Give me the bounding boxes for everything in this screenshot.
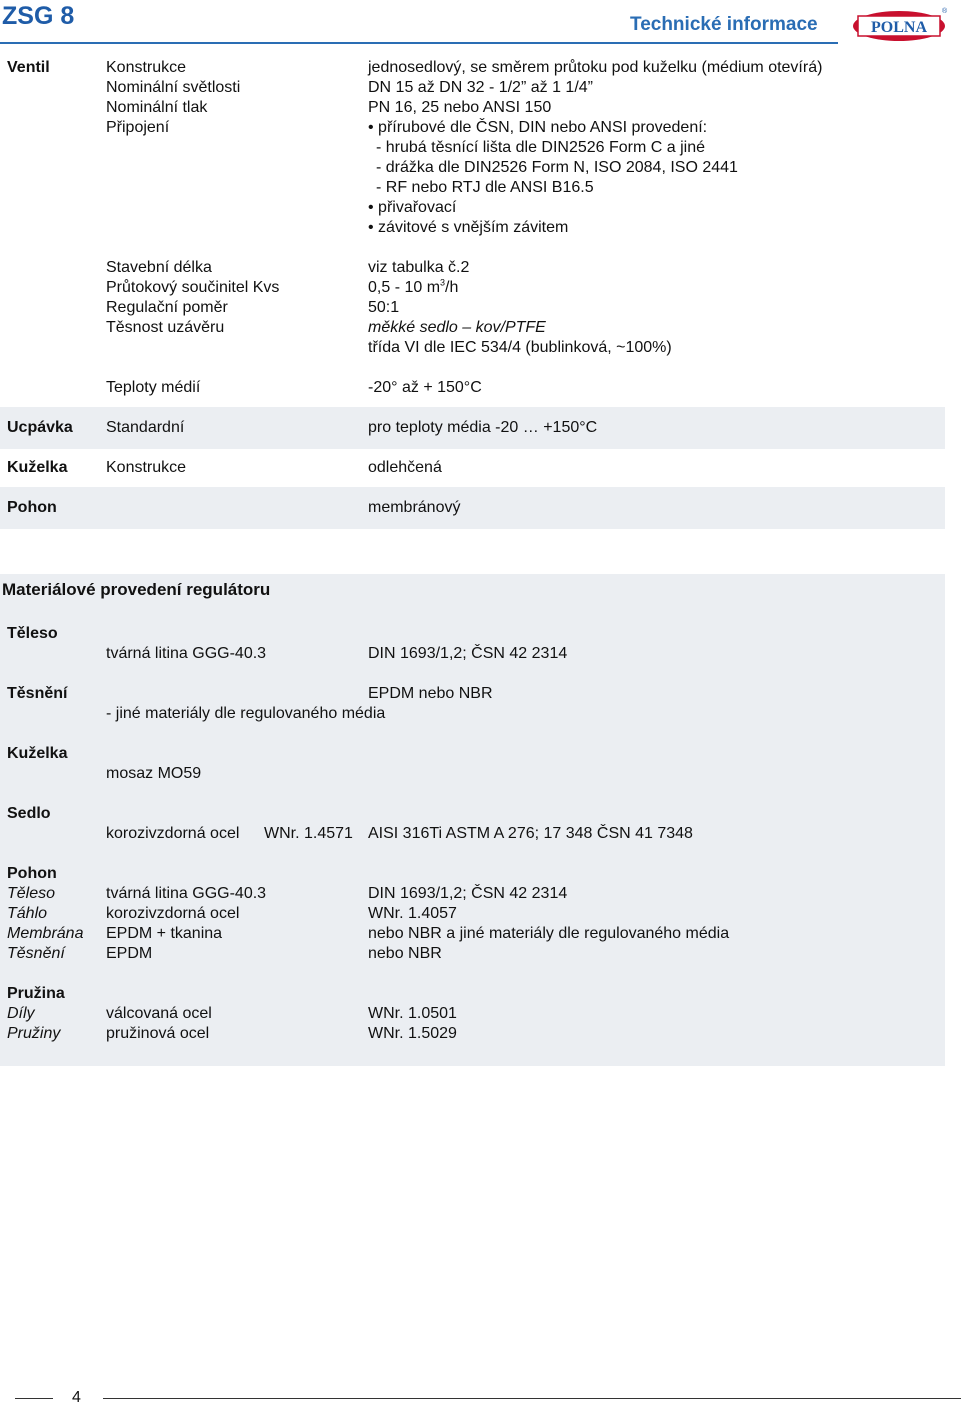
connection-detail	[0, 218, 945, 238]
footer-rule-right	[103, 1398, 961, 1399]
page-number: 4	[72, 1389, 81, 1406]
ucpavka-row	[0, 418, 945, 438]
material-note: - jiné materiály dle regulovaného média	[106, 705, 386, 722]
material-standard: AISI 316Ti ASTM A 276; 17 348 ČSN 41 7348	[368, 825, 693, 842]
spec-value: DN 15 až DN 32 - 1/2” až 1 1/4”	[368, 79, 593, 96]
material-row	[0, 924, 945, 944]
material-row	[0, 764, 945, 784]
material-group	[0, 864, 945, 884]
connection-detail	[0, 178, 945, 198]
spec-value: PN 16, 25 nebo ANSI 150	[368, 99, 552, 116]
spec-value: viz tabulka č.2	[368, 259, 470, 276]
material-group	[0, 624, 945, 644]
material-name: korozivzdorná ocel	[106, 825, 240, 842]
material-group	[0, 744, 945, 764]
connection-detail-text: • závitové s vnějším závitem	[368, 219, 569, 236]
spec-name: Připojení	[106, 119, 170, 136]
connection-detail-text: • přivařovací	[368, 199, 457, 216]
material-name: EPDM nebo NBR	[368, 685, 493, 702]
spec-name: Konstrukce	[106, 459, 187, 476]
kuzelka-row	[0, 458, 945, 478]
spec-name: Regulační poměr	[106, 299, 228, 316]
ventil-row-construction	[0, 58, 945, 78]
spec-name: Nominální světlosti	[106, 79, 241, 96]
model-title: ZSG 8	[2, 2, 75, 30]
connection-detail-text: - drážka dle DIN2526 Form N, ISO 2084, ISO 2441	[376, 159, 738, 176]
polna-logo	[852, 6, 946, 42]
ventil-row-ratio	[0, 298, 945, 318]
kvs-unit: /h	[445, 279, 459, 296]
section-title: Technické informace	[630, 14, 818, 35]
spec-value: měkké sedlo – kov/PTFE	[368, 319, 546, 336]
pohon-label: Pohon	[7, 499, 57, 516]
pohon-row	[0, 498, 945, 518]
materials-title: Materiálové provedení regulátoru	[2, 580, 271, 599]
material-label: Pružina	[7, 985, 65, 1002]
material-label: Kuželka	[7, 745, 68, 762]
kuzelka-label: Kuželka	[7, 459, 68, 476]
ucpavka-label: Ucpávka	[7, 419, 73, 436]
material-group	[0, 804, 945, 824]
spec-value: odlehčená	[368, 459, 442, 476]
material-name: korozivzdorná ocel	[106, 905, 240, 922]
footer-rule-left	[15, 1398, 53, 1399]
connection-detail	[0, 198, 945, 218]
material-label: Sedlo	[7, 805, 51, 822]
header-rule	[0, 42, 838, 44]
spec-value: třída VI dle IEC 534/4 (bublinková, ~100%)	[368, 339, 672, 356]
logo-text: POLNA	[871, 19, 927, 36]
ventil-row-tightness-class	[0, 338, 945, 358]
material-standard: DIN 1693/1,2; ČSN 42 2314	[368, 645, 568, 662]
material-group	[0, 984, 945, 1004]
material-label: Těleso	[7, 625, 58, 642]
spec-value: 50:1	[368, 299, 400, 316]
spec-value: • přírubové dle ČSN, DIN nebo ANSI provedení:	[368, 119, 708, 136]
material-name: EPDM + tkanina	[106, 925, 223, 942]
ventil-row-length	[0, 258, 945, 278]
material-row	[0, 1004, 945, 1024]
spec-name: Průtokový součinitel Kvs	[106, 279, 280, 296]
part-name: Těsnění	[7, 945, 65, 962]
material-name: válcovaná ocel	[106, 1005, 212, 1022]
spec-value	[368, 278, 458, 298]
material-name: tvárná litina GGG-40.3	[106, 885, 267, 902]
part-name: Díly	[7, 1005, 35, 1022]
spec-value: membránový	[368, 499, 461, 516]
ventil-row-tightness	[0, 318, 945, 338]
part-name: Pružiny	[7, 1025, 61, 1042]
material-name: tvárná litina GGG-40.3	[106, 645, 267, 662]
connection-detail	[0, 138, 945, 158]
material-standard: WNr. 1.0501	[368, 1005, 457, 1022]
connection-detail	[0, 158, 945, 178]
material-standard: nebo NBR	[368, 945, 442, 962]
spec-name: Těsnost uzávěru	[106, 319, 225, 336]
connection-detail-text: - hrubá těsnící lišta dle DIN2526 Form C a jiné	[376, 139, 706, 156]
part-name: Membrána	[7, 925, 84, 942]
spec-value: jednosedlový, se směrem průtoku pod kuželku (médium otevírá)	[368, 59, 823, 76]
kvs-range: 0,5 - 10 m	[368, 279, 441, 296]
kvs-superscript: 3	[440, 277, 446, 288]
material-wnr: WNr. 1.4571	[264, 825, 353, 842]
material-group	[0, 684, 945, 704]
ventil-row-dn	[0, 78, 945, 98]
spec-value: -20° až + 150°C	[368, 379, 482, 396]
ventil-row-temp	[0, 378, 945, 398]
material-row	[0, 704, 945, 724]
part-name: Těleso	[7, 885, 56, 902]
connection-detail-text: - RF nebo RTJ dle ANSI B16.5	[376, 179, 594, 196]
material-row	[0, 904, 945, 924]
material-standard: DIN 1693/1,2; ČSN 42 2314	[368, 885, 568, 902]
material-row	[0, 884, 945, 904]
material-name: mosaz MO59	[106, 765, 202, 782]
ventil-row-kvs	[0, 278, 945, 298]
part-name: Táhlo	[7, 905, 48, 922]
material-row	[0, 824, 945, 844]
material-row	[0, 944, 945, 964]
spec-value: pro teploty média -20 … +150°C	[368, 419, 598, 436]
material-row	[0, 644, 945, 664]
material-label: Pohon	[7, 865, 57, 882]
ventil-row-connection	[0, 118, 945, 138]
material-name: pružinová ocel	[106, 1025, 210, 1042]
spec-name: Nominální tlak	[106, 99, 208, 116]
spec-name: Stavební délka	[106, 259, 212, 276]
ventil-label: Ventil	[7, 59, 50, 76]
material-row	[0, 1024, 945, 1044]
logo-registered-mark: ®	[942, 8, 948, 15]
material-standard: WNr. 1.4057	[368, 905, 457, 922]
material-standard: WNr. 1.5029	[368, 1025, 457, 1042]
material-label: Těsnění	[7, 685, 68, 702]
spec-name: Konstrukce	[106, 59, 187, 76]
material-name: EPDM	[106, 945, 153, 962]
spec-name: Standardní	[106, 419, 185, 436]
spec-name: Teploty médií	[106, 379, 201, 396]
material-standard: nebo NBR a jiné materiály dle regulovaného média	[368, 925, 730, 942]
ventil-row-pn	[0, 98, 945, 118]
